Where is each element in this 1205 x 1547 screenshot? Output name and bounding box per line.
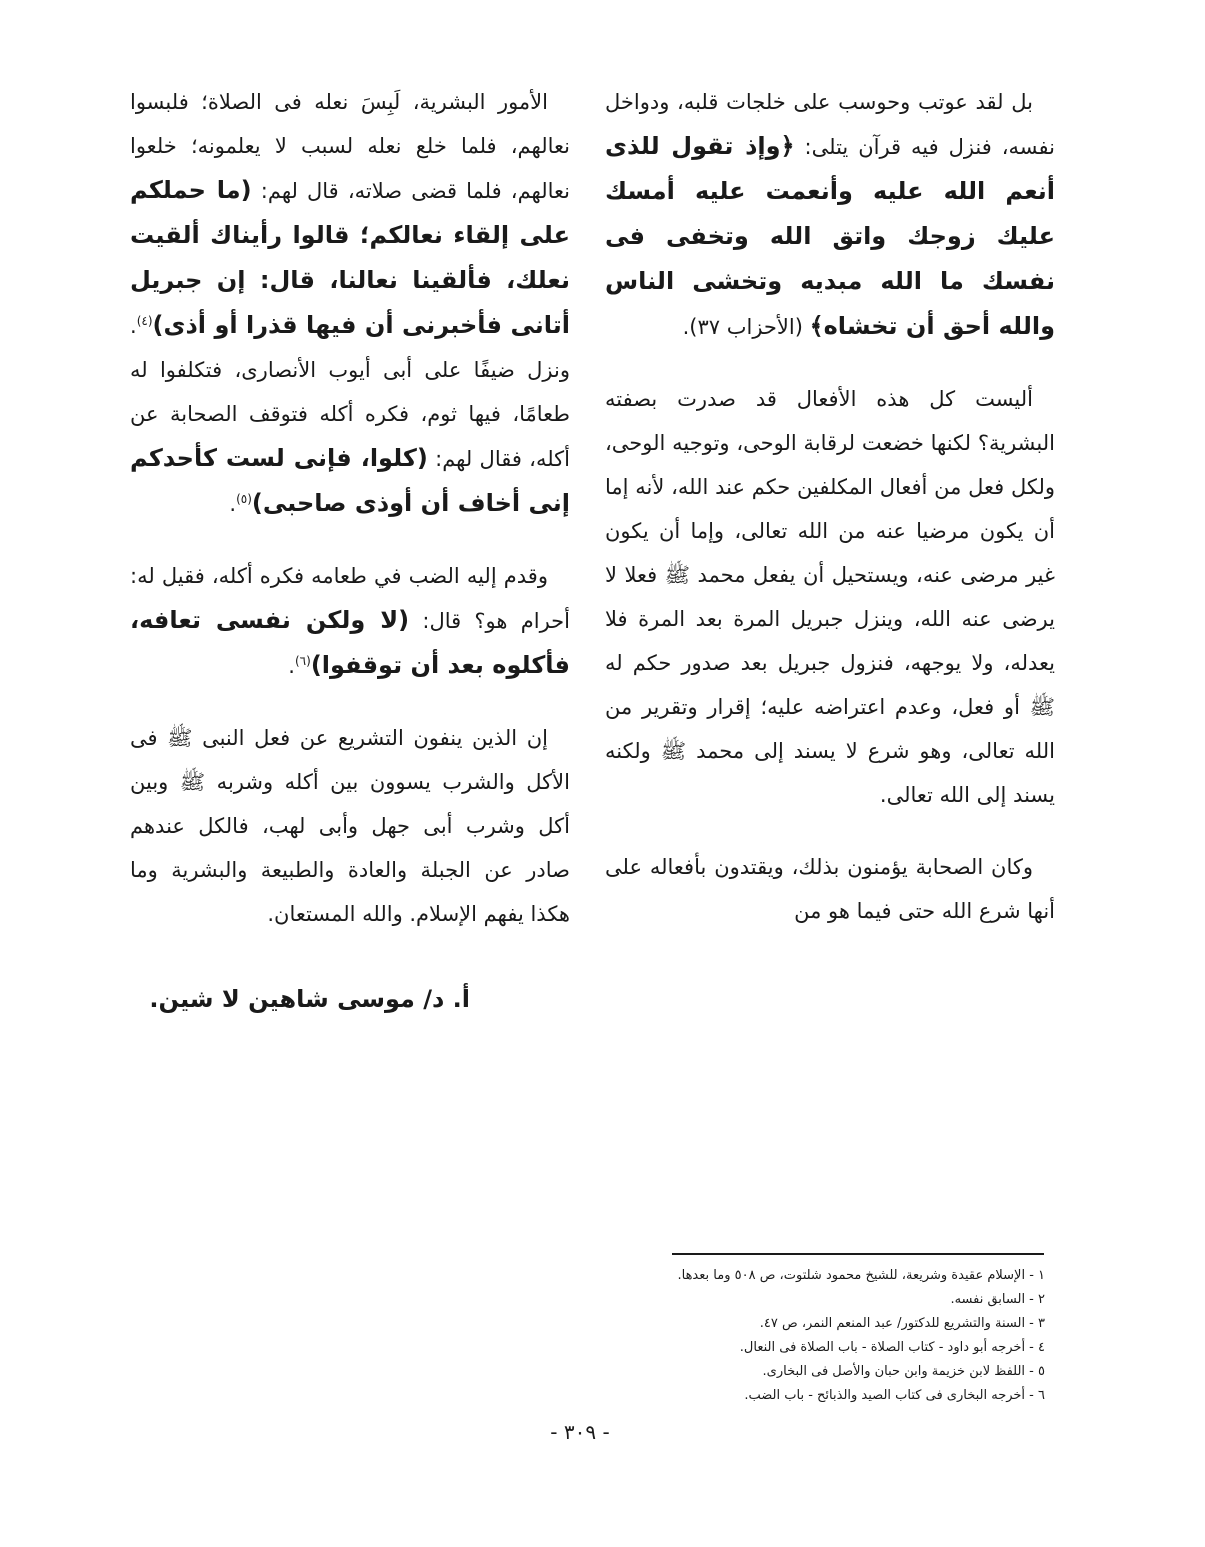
footnote: ١ - الإسلام عقيدة وشريعة، للشيخ محمود شلتوت، ص ٥٠٨ وما بعدها. <box>677 1268 1045 1283</box>
paragraph: أليست كل هذه الأفعال قد صدرت بصفته البشرية؟ لكنها خضعت لرقابة الوحى، وتوجيه الوحى، ولكل فعل من أفعال المكلفين حكم عند الله، لأنه إما أن يكون مرضيا عنه من الله تعالى، وإما أن يكون غير مرضى عنه، ويستحيل أن يفعل محمد ﷺ فعلا لا يرضى عنه الله، وينزل جبريل المرة بعد المرة فلا يعدله، ولا يوجهه، فنزول جبريل بعد صدور حكم له ﷺ أو فعل، وعدم اعتراضه عليه؛ إقرار وتقرير من الله تعالى، وهو شرع لا يسند إلى محمد ﷺ ولكنه يسند إلى الله تعالى. <box>605 387 1055 807</box>
footnote: ٤ - أخرجه أبو داود - كتاب الصلاة - باب الصلاة فى النعال. <box>739 1340 1045 1355</box>
page-number: - ٣٠٩ - <box>550 1420 610 1444</box>
footnote-ref: (٤) <box>136 314 153 328</box>
footnote-ref: (٥) <box>236 492 252 506</box>
paragraph: إن الذين ينفون التشريع عن فعل النبى ﷺ فى الأكل والشرب يسوون بين أكله وشربه ﷺ وبين أكل وشرب أبى جهل وأبى لهب، فالكل عندهم صادر عن الجبلة والعادة والطبيعة والبشرية وما هكذا يفهم الإسلام. والله المستعان. <box>130 726 570 926</box>
left-text-column <box>130 80 570 964</box>
hadith-quote: (لا ولكن نفسى تعافه، فأكلوه بعد أن توقفوا) <box>130 606 570 679</box>
paragraph: وكان الصحابة يؤمنون بذلك، ويقتدون بأفعاله على أنها شرع الله حتى فيما هو من <box>605 855 1055 923</box>
footnote: ٦ - أخرجه البخارى فى كتاب الصيد والذبائح - باب الضب. <box>744 1388 1045 1403</box>
quran-verse: ﴿وإذ تقول للذى أنعم الله عليه وأنعمت عليه أمسك عليك زوجك واتق الله وتخفى فى نفسك ما الله مبديه وتخشى الناس والله أحق أن تخشاه﴾ <box>605 132 1055 340</box>
footnotes <box>560 1264 1045 1408</box>
hadith-quote: (ما حملكم على إلقاء نعالكم؛ قالوا رأيناك ألقيت نعلك، فألقينا نعالنا، قال: إن جبريل أتانى فأخبرنى أن فيها قذرا أو أذى) <box>130 176 570 339</box>
paragraph: وقدم إليه الضب في طعامه فكره أكله، فقيل له: أحرام هو؟ قال: (لا ولكن نفسى تعافه، فأكلوه بعد أن توقفوا)$^{(٦)}$. <box>130 564 570 679</box>
hadith-quote: (كلوا، فإنى لست كأحدكم إنى أخاف أن أوذى صاحبى) <box>130 444 570 517</box>
paragraph: الأمور البشرية، لَبِسَ نعله فى الصلاة؛ فلبسوا نعالهم، فلما خلع نعله لسبب لا يعلمونه؛ خلعوا نعالهم، فلما قضى صلاته، قال لهم: (ما حملكم على إلقاء نعالكم؛ قالوا رأيناك ألقيت نعلك، فألقينا نعالنا، قال: إن جبريل أتانى فأخبرنى أن فيها قذرا أو أذى)$^{(٤)}$. ونزل ضيفًا على أبى أيوب الأنصارى، فتكلفوا له طعامًا، فيها ثوم، فكره أكله فتوقف الصحابة عن أكله، فقال لهم: (كلوا، فإنى لست كأحدكم إنى أخاف أن أوذى صاحبى)$^{(٥)}$. <box>130 90 571 517</box>
footnote-divider <box>672 1253 1044 1255</box>
right-text-column <box>605 80 1055 961</box>
paragraph: بل لقد عوتب وحوسب على خلجات قلبه، ودواخل نفسه، فنزل فيه قرآن يتلى: ﴿وإذ تقول للذى أنعم الله عليه وأنعمت عليه أمسك عليك زوجك واتق الله وتخفى فى نفسك ما الله مبديه وتخشى الناس والله أحق أن تخشاه﴾ (الأحزاب ٣٧). <box>605 90 1055 340</box>
author-signature: أ. د/ موسى شاهين لا شين. <box>149 985 470 1013</box>
footnote: ٥ - اللفظ لابن خزيمة وابن حبان والأصل فى البخارى. <box>762 1364 1045 1379</box>
footnote: ٢ - السابق نفسه. <box>950 1292 1045 1307</box>
footnote-ref: (٦) <box>294 654 311 668</box>
footnote: ٣ - السنة والتشريع للدكتور/ عبد المنعم النمر، ص ٤٧. <box>759 1316 1045 1331</box>
